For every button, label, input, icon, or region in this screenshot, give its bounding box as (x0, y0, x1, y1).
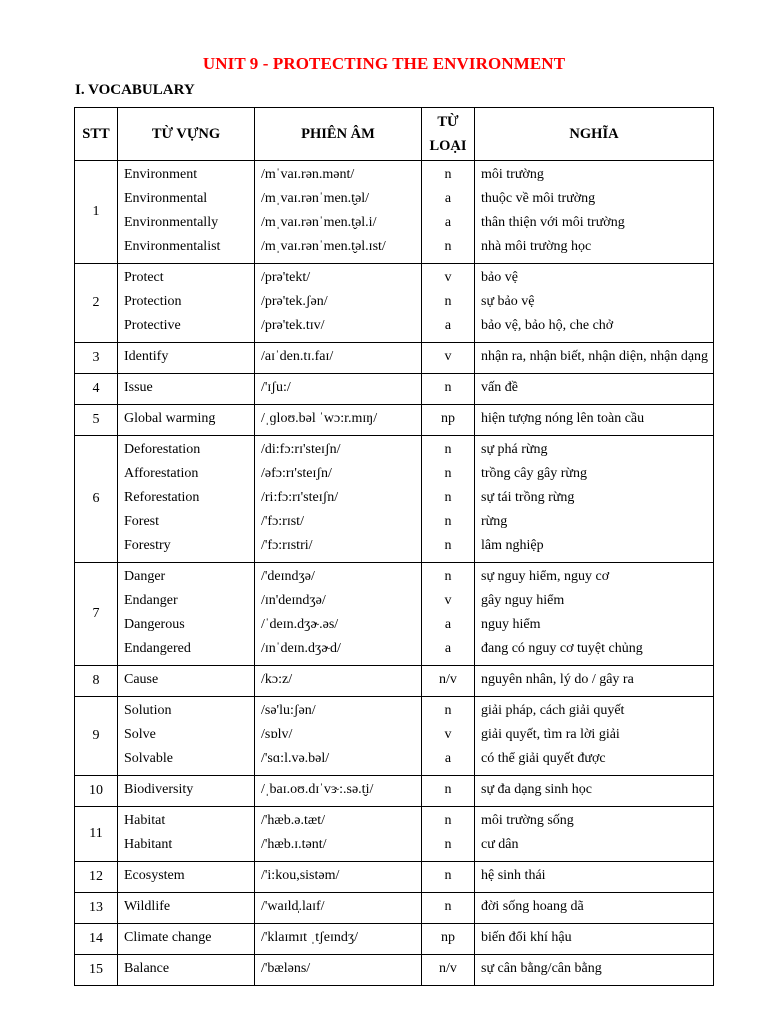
vocab-word: Issue (124, 380, 153, 395)
header-meaning: NGHĨA (475, 108, 714, 161)
part-of-speech: n (444, 703, 452, 718)
phonetic: /aɪˈden.tɪ.faɪ/ (261, 349, 334, 364)
meaning: rừng (481, 514, 508, 529)
page-title: UNIT 9 - PROTECTING THE ENVIRONMENT (202, 54, 566, 73)
row-number: 11 (75, 807, 118, 862)
phonetic-cell (255, 405, 422, 436)
header-pos-line2: LOẠI (429, 138, 467, 154)
part-of-speech: a (444, 751, 452, 766)
vocab-word: Afforestation (124, 466, 199, 481)
vocab-word: Environment (124, 167, 198, 182)
part-of-speech: n (444, 837, 452, 852)
vocab-word-cell (118, 264, 255, 343)
part-of-speech: n (444, 569, 452, 584)
vocab-word: Solve (124, 727, 156, 742)
table-header-row (75, 108, 714, 161)
vocab-word: Forest (124, 514, 159, 529)
part-of-speech: n/v (439, 961, 457, 976)
phonetic-cell (255, 807, 422, 862)
part-of-speech-cell (422, 862, 475, 893)
phonetic-cell (255, 436, 422, 563)
vocab-word-cell (118, 955, 255, 986)
meaning: vấn đề (481, 380, 518, 395)
meaning-cell (475, 955, 714, 986)
vocabulary-table-body (75, 161, 714, 986)
meaning: giải quyết, tìm ra lời giải (481, 727, 620, 742)
phonetic: /prə'tek.ʃən/ (261, 294, 328, 309)
phonetic: /mˌvaɪ.rənˈmen.t̬əl.i/ (261, 215, 377, 230)
meaning: nguy hiểm (481, 617, 541, 632)
meaning: nguyên nhân, lý do / gây ra (481, 672, 634, 687)
phonetic: /prə'tek.tɪv/ (261, 318, 325, 333)
vocab-word-cell (118, 374, 255, 405)
table-row (75, 161, 714, 264)
vocab-word: Environmentalist (124, 239, 221, 254)
phonetic: /sɒlv/ (261, 727, 293, 742)
section-heading: I. VOCABULARY (75, 82, 195, 98)
vocab-word-cell (118, 893, 255, 924)
row-number: 13 (75, 893, 118, 924)
meaning-cell (475, 405, 714, 436)
part-of-speech-cell (422, 955, 475, 986)
table-row (75, 405, 714, 436)
row-number: 1 (75, 161, 118, 264)
part-of-speech: n (444, 380, 452, 395)
meaning: trồng cây gây rừng (481, 466, 587, 481)
part-of-speech: a (444, 191, 452, 206)
vocab-word: Identify (124, 349, 169, 364)
vocab-word-cell (118, 666, 255, 697)
phonetic-cell (255, 924, 422, 955)
part-of-speech: n (444, 466, 452, 481)
part-of-speech-cell (422, 161, 475, 264)
row-number: 7 (75, 563, 118, 666)
meaning: cư dân (481, 837, 519, 852)
vocab-word: Protective (124, 318, 181, 333)
phonetic-cell (255, 697, 422, 776)
row-number: 4 (75, 374, 118, 405)
row-number: 9 (75, 697, 118, 776)
row-number: 8 (75, 666, 118, 697)
phonetic: /'hæb.ɪ.tənt/ (261, 837, 327, 852)
phonetic-cell (255, 893, 422, 924)
phonetic: /'i:kou,sistəm/ (261, 868, 340, 883)
meaning: thân thiện với môi trường (481, 215, 625, 230)
part-of-speech-cell (422, 776, 475, 807)
phonetic: /mˌvaɪ.rənˈmen.t̬əl.ɪst/ (261, 239, 386, 254)
meaning: bảo vệ (481, 270, 518, 285)
phonetic: /'bæləns/ (261, 961, 311, 976)
phonetic: /əfɔ:rɪ'steɪʃn/ (261, 466, 332, 481)
phonetic: /ˌbaɪ.oʊ.dɪˈvɝ:.sə.t̬i/ (261, 782, 374, 797)
phonetic-cell (255, 776, 422, 807)
table-row (75, 436, 714, 563)
part-of-speech-cell (422, 405, 475, 436)
phonetic: /mˈvaɪ.rən.mənt/ (261, 167, 355, 182)
meaning-cell (475, 807, 714, 862)
row-number: 10 (75, 776, 118, 807)
part-of-speech-cell (422, 264, 475, 343)
meaning: sự đa dạng sinh học (481, 782, 593, 797)
vocab-word: Cause (124, 672, 159, 687)
part-of-speech: a (444, 215, 452, 230)
phonetic: /'ɪʃu:/ (261, 380, 291, 395)
vocab-word-cell (118, 697, 255, 776)
vocab-word-cell (118, 161, 255, 264)
meaning-cell (475, 893, 714, 924)
part-of-speech: v (444, 727, 452, 742)
header-word: TỪ VỰNG (118, 108, 255, 161)
part-of-speech: n (444, 538, 452, 553)
part-of-speech-cell (422, 924, 475, 955)
vocab-word: Danger (124, 569, 166, 584)
meaning-cell (475, 161, 714, 264)
header-stt: STT (75, 108, 118, 161)
table-row (75, 862, 714, 893)
part-of-speech: n (444, 899, 452, 914)
meaning-cell (475, 924, 714, 955)
vocab-word-cell (118, 862, 255, 893)
meaning-cell (475, 862, 714, 893)
vocab-word: Solution (124, 703, 172, 718)
table-row (75, 374, 714, 405)
meaning-cell (475, 264, 714, 343)
part-of-speech-cell (422, 343, 475, 374)
vocab-word: Global warming (124, 411, 216, 426)
vocab-word: Habitant (124, 837, 173, 852)
phonetic-cell (255, 264, 422, 343)
vocab-word: Protection (124, 294, 182, 309)
table-row (75, 264, 714, 343)
meaning: nhà môi trường học (481, 239, 592, 254)
part-of-speech: n (444, 813, 452, 828)
meaning-cell (475, 436, 714, 563)
vocab-word-cell (118, 405, 255, 436)
vocab-word: Endangered (124, 641, 191, 656)
table-row (75, 343, 714, 374)
vocab-word: Dangerous (124, 617, 185, 632)
part-of-speech-cell (422, 436, 475, 563)
phonetic-cell (255, 343, 422, 374)
part-of-speech-cell (422, 697, 475, 776)
vocab-word: Wildlife (124, 899, 171, 914)
part-of-speech: n (444, 514, 452, 529)
phonetic: /di:fɔ:rɪ'steɪʃn/ (261, 442, 341, 457)
table-row (75, 697, 714, 776)
phonetic-cell (255, 666, 422, 697)
vocab-word: Solvable (124, 751, 173, 766)
part-of-speech: a (444, 641, 452, 656)
meaning: đời sống hoang dã (481, 899, 584, 914)
phonetic-cell (255, 862, 422, 893)
table-row (75, 776, 714, 807)
row-number: 3 (75, 343, 118, 374)
meaning: biến đổi khí hậu (481, 930, 572, 945)
meaning: có thể giải quyết được (481, 751, 606, 766)
meaning: sự nguy hiểm, nguy cơ (481, 569, 610, 584)
phonetic: /'fɔ:rɪst/ (261, 514, 304, 529)
vocab-word: Habitat (124, 813, 166, 828)
part-of-speech: a (444, 617, 452, 632)
meaning: nhận ra, nhận biết, nhận diện, nhận dạng (481, 349, 709, 364)
vocab-word: Ecosystem (124, 868, 185, 883)
vocab-word: Environmental (124, 191, 208, 206)
phonetic: /sə'lu:ʃən/ (261, 703, 316, 718)
meaning: môi trường (481, 167, 544, 182)
vocab-word: Forestry (124, 538, 171, 553)
meaning: sự bảo vệ (481, 294, 535, 309)
part-of-speech: n (444, 442, 452, 457)
phonetic: /'fɔ:rɪstri/ (261, 538, 313, 553)
row-number: 14 (75, 924, 118, 955)
meaning: sự cân bằng/cân bằng (481, 961, 602, 976)
part-of-speech: n (444, 239, 452, 254)
phonetic: /ˌɡloʊ.bəl ˈwɔ:r.mɪŋ/ (261, 411, 378, 426)
part-of-speech: np (441, 411, 455, 426)
vocab-word-cell (118, 807, 255, 862)
row-number: 12 (75, 862, 118, 893)
meaning-cell (475, 343, 714, 374)
meaning: bảo vệ, bảo hộ, che chở (481, 318, 614, 333)
part-of-speech: a (444, 318, 452, 333)
header-pos-line1: TỪ (437, 114, 459, 130)
phonetic: /ɪnˈdeɪn.dʒɚd/ (261, 641, 341, 656)
part-of-speech: v (444, 349, 452, 364)
vocab-word: Balance (124, 961, 170, 976)
table-row (75, 666, 714, 697)
part-of-speech-cell (422, 807, 475, 862)
row-number: 5 (75, 405, 118, 436)
phonetic: /'deɪndʒə/ (261, 569, 315, 584)
vocab-word: Endanger (124, 593, 178, 608)
part-of-speech-cell (422, 893, 475, 924)
vocab-word-cell (118, 436, 255, 563)
part-of-speech: n/v (439, 672, 457, 687)
vocab-word-cell (118, 343, 255, 374)
phonetic-cell (255, 161, 422, 264)
part-of-speech: n (444, 167, 452, 182)
table-row (75, 955, 714, 986)
meaning-cell (475, 666, 714, 697)
table-row (75, 924, 714, 955)
phonetic: /'hæb.ə.tæt/ (261, 813, 325, 828)
vocab-word: Deforestation (124, 442, 201, 457)
part-of-speech: n (444, 868, 452, 883)
phonetic: /mˌvaɪ.rənˈmen.t̬əl/ (261, 191, 370, 206)
phonetic: /'sɑ:l.və.bəl/ (261, 751, 330, 766)
vocab-word: Biodiversity (124, 782, 194, 797)
meaning: thuộc về môi trường (481, 191, 596, 206)
phonetic: /ˈdeɪn.dʒɚ.əs/ (261, 617, 339, 632)
vocab-word: Reforestation (124, 490, 200, 505)
row-number: 2 (75, 264, 118, 343)
phonetic-cell (255, 955, 422, 986)
vocab-word: Protect (124, 270, 164, 285)
part-of-speech: n (444, 490, 452, 505)
meaning: hệ sinh thái (481, 868, 546, 883)
phonetic: /kɔ:z/ (261, 672, 293, 687)
vocabulary-table (74, 107, 714, 986)
row-number: 15 (75, 955, 118, 986)
meaning: hiện tượng nóng lên toàn cầu (481, 411, 645, 426)
row-number: 6 (75, 436, 118, 563)
vocab-word-cell (118, 776, 255, 807)
header-ipa: PHIÊN ÂM (255, 108, 422, 161)
part-of-speech: np (441, 930, 455, 945)
phonetic: /ri:fɔ:rɪ'steɪʃn/ (261, 490, 339, 505)
phonetic-cell (255, 374, 422, 405)
meaning: gây nguy hiểm (481, 593, 565, 608)
vocab-word: Environmentally (124, 215, 219, 230)
part-of-speech: n (444, 294, 452, 309)
vocab-word: Climate change (124, 930, 212, 945)
header-pos (422, 108, 475, 161)
meaning-cell (475, 563, 714, 666)
part-of-speech-cell (422, 374, 475, 405)
part-of-speech: v (444, 593, 452, 608)
phonetic: /'klaɪmɪt ˌtʃeɪndʒ/ (261, 930, 358, 945)
part-of-speech-cell (422, 563, 475, 666)
table-row (75, 807, 714, 862)
meaning-cell (475, 776, 714, 807)
phonetic-cell (255, 563, 422, 666)
meaning: đang có nguy cơ tuyệt chủng (481, 641, 643, 656)
meaning-cell (475, 697, 714, 776)
part-of-speech-cell (422, 666, 475, 697)
part-of-speech: v (444, 270, 452, 285)
phonetic: /prə'tekt/ (261, 270, 311, 285)
meaning: môi trường sống (481, 813, 574, 828)
phonetic: /'waɪld̩.laɪf/ (261, 899, 325, 914)
meaning-cell (475, 374, 714, 405)
meaning: sự tái trồng rừng (481, 490, 575, 505)
meaning: lâm nghiệp (481, 538, 544, 553)
table-row (75, 563, 714, 666)
vocab-word-cell (118, 924, 255, 955)
meaning: giải pháp, cách giải quyết (481, 703, 625, 718)
vocab-word-cell (118, 563, 255, 666)
part-of-speech: n (444, 782, 452, 797)
meaning: sự phá rừng (481, 442, 548, 457)
table-row (75, 893, 714, 924)
phonetic: /ɪn'deɪndʒə/ (261, 593, 326, 608)
